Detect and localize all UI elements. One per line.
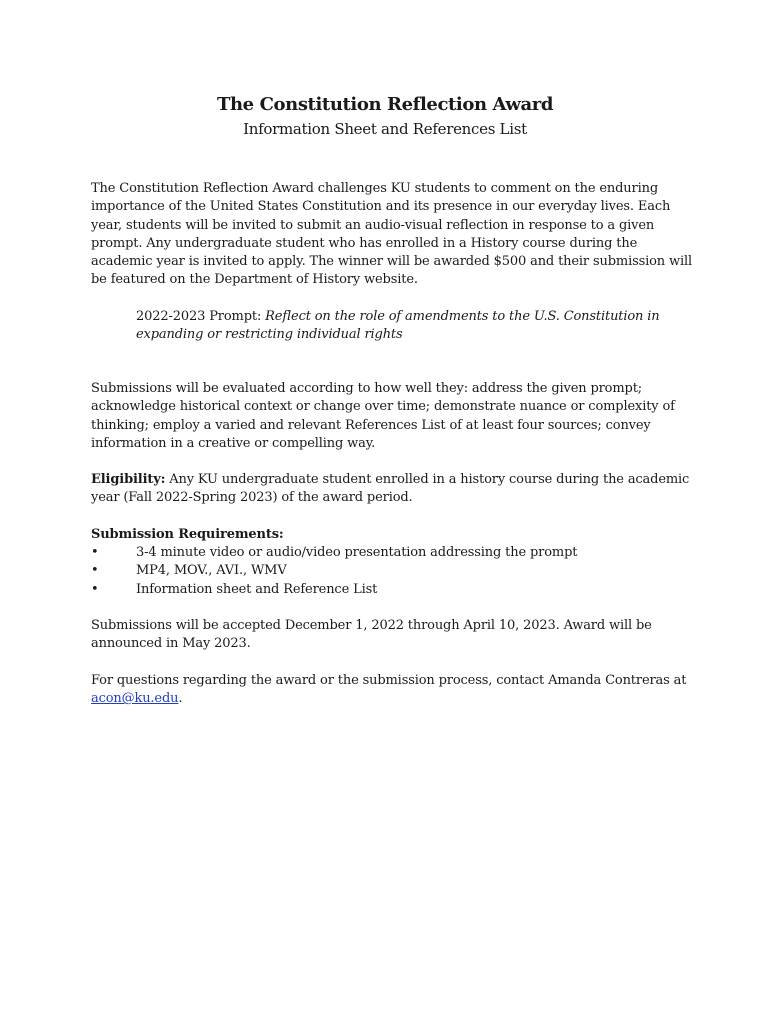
document-title: The Constitution Reflection Award	[217, 94, 553, 115]
requirements-list	[91, 544, 691, 599]
dates-paragraph: Submissions will be accepted December 1, 2022 through April 10, 2023. Award will be announced in May 2023.	[91, 618, 652, 652]
contact-paragraph	[91, 672, 696, 709]
prompt-label: 2022-2023 Prompt:	[136, 309, 262, 324]
bullet-icon: •	[91, 581, 99, 597]
contact-text: For questions regarding the award or the submission process, contact Amanda Contreras at	[91, 673, 687, 688]
eligibility-text: Any KU undergraduate student enrolled in a history course during the academic year (Fall 2022-Spring 2023) of the award period.	[91, 472, 690, 506]
contact-trailing: .	[178, 691, 183, 707]
eligibility-paragraph	[91, 471, 696, 508]
list-item	[91, 562, 691, 580]
list-item	[91, 544, 691, 562]
prompt-block	[136, 308, 676, 345]
email-link[interactable]: acon@ku.edu	[91, 691, 179, 707]
criteria-paragraph: Submissions will be evaluated according to how well they: address the given prompt; acknowledge historical context or change over time; demonstrate nuance or complexity of thinking; employ a varied and relevant References List of at least four sources; convey information in a creative or compelling way.	[91, 381, 675, 451]
prompt-text: Reflect on the role of amendments to the U.S. Constitution in expanding or restricting individual rights	[136, 309, 660, 343]
document-subtitle: Information Sheet and References List	[243, 120, 527, 138]
bullet-icon: •	[91, 545, 99, 560]
intro-paragraph: The Constitution Reflection Award challenges KU students to comment on the enduring importance of the United States Constitution and its presence in our everyday lives. Each year, students will be invited to submit an audio-visual reflection in response to a given prompt. Any undergraduate student who has enrolled in a History course during the academic year is invited to apply. The winner will be awarded $500 and their submission will be featured on the Department of History website.	[91, 181, 693, 288]
requirement-text: 3-4 minute video or audio/video presentation addressing the prompt	[136, 545, 578, 560]
requirement-text: Information sheet and Reference List	[136, 581, 378, 597]
requirement-text: MP4, MOV., AVI., WMV	[136, 563, 287, 579]
list-item	[91, 581, 691, 599]
eligibility-label: Eligibility:	[91, 472, 166, 487]
bullet-icon: •	[91, 563, 99, 579]
requirements-heading: Submission Requirements:	[91, 527, 284, 542]
